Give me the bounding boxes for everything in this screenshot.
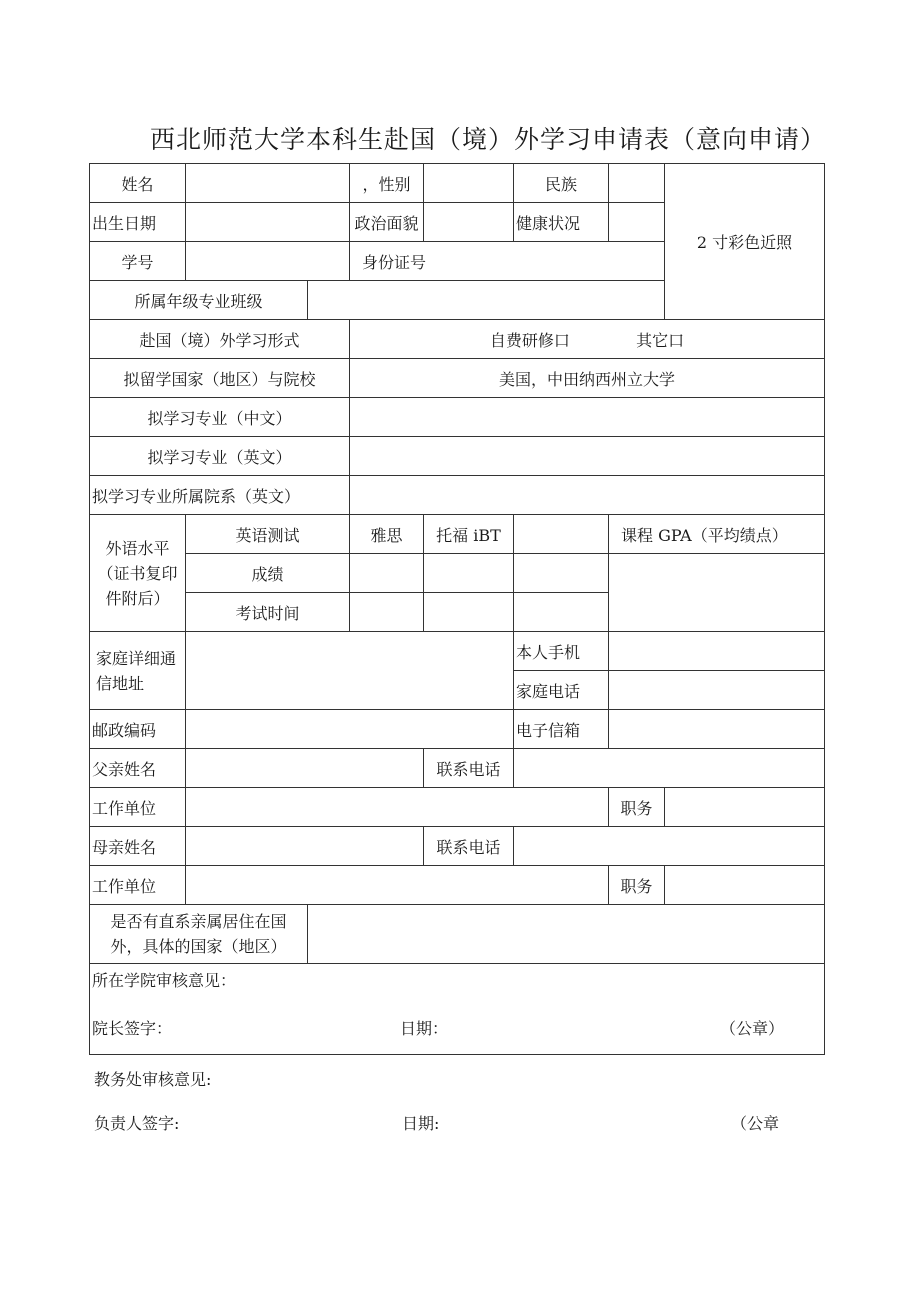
toefl-score-field[interactable]	[424, 554, 514, 593]
option-self-funded[interactable]: 自费研修口	[489, 330, 570, 350]
grade-major-field[interactable]	[308, 281, 665, 320]
postcode-field[interactable]	[186, 710, 514, 749]
health-label: 健康状况	[514, 203, 609, 242]
gpa-label: 课程 GPA（平均绩点）	[609, 515, 825, 554]
birth-label: 出生日期	[90, 203, 186, 242]
dean-sign-label: 院长签字：	[92, 1019, 173, 1038]
father-field[interactable]	[186, 749, 424, 788]
name-field[interactable]	[186, 164, 350, 203]
ielts-label: 雅思	[350, 515, 424, 554]
id-card-label: 身份证号	[350, 242, 665, 281]
address-label: 家庭详细通信地址	[90, 632, 186, 710]
mother-position-label: 职务	[609, 866, 665, 905]
academic-seal-label: （公章	[731, 1114, 780, 1133]
mother-position-field[interactable]	[665, 866, 825, 905]
dept-en-field[interactable]	[350, 476, 825, 515]
other-score-field[interactable]	[514, 554, 609, 593]
student-id-label: 学号	[90, 242, 186, 281]
father-work-field[interactable]	[186, 788, 609, 827]
destination-label: 拟留学国家（地区）与院校	[90, 359, 350, 398]
toefl-time-field[interactable]	[424, 593, 514, 632]
page-title: 西北师范大学本科生赴国（境）外学习申请表（意向申请）	[150, 125, 827, 154]
dept-en-label: 拟学习专业所属院系（英文）	[90, 476, 350, 515]
mobile-label: 本人手机	[514, 632, 609, 671]
college-date-label: 日期：	[400, 1019, 449, 1038]
student-id-field[interactable]	[186, 242, 350, 281]
father-work-label: 工作单位	[90, 788, 186, 827]
father-position-field[interactable]	[665, 788, 825, 827]
ielts-score-field[interactable]	[350, 554, 424, 593]
relatives-field[interactable]	[308, 905, 825, 964]
photo-box: 2 寸彩色近照	[665, 164, 825, 320]
college-review-label: 所在学院审核意见：	[92, 971, 237, 990]
ethnicity-label: 民族	[514, 164, 609, 203]
study-form-options	[350, 320, 825, 359]
major-cn-field[interactable]	[350, 398, 825, 437]
gender-label: ，性别	[350, 164, 424, 203]
political-label: 政治面貌	[350, 203, 424, 242]
mother-work-field[interactable]	[186, 866, 609, 905]
exam-time-label: 考试时间	[186, 593, 350, 632]
postcode-label: 邮政编码	[90, 710, 186, 749]
lang-level-label: 外语水平（证书复印件附后）	[90, 515, 186, 632]
name-label: 姓名	[90, 164, 186, 203]
father-label: 父亲姓名	[90, 749, 186, 788]
destination-value[interactable]: 美国，中田纳西州立大学	[350, 359, 825, 398]
ethnicity-field[interactable]	[609, 164, 665, 203]
major-en-label: 拟学习专业（英文）	[90, 437, 350, 476]
mother-work-label: 工作单位	[90, 866, 186, 905]
father-position-label: 职务	[609, 788, 665, 827]
responsible-sign-label: 负责人签字:	[94, 1114, 180, 1133]
college-seal-label: （公章）	[720, 1019, 785, 1038]
toefl-label: 托福 iBT	[424, 515, 514, 554]
academic-review-label: 教务处审核意见:	[94, 1070, 212, 1089]
birth-field[interactable]	[186, 203, 350, 242]
mother-label: 母亲姓名	[90, 827, 186, 866]
mother-phone-field[interactable]	[514, 827, 825, 866]
father-phone-label: 联系电话	[424, 749, 514, 788]
address-field[interactable]	[186, 632, 514, 710]
mother-phone-label: 联系电话	[424, 827, 514, 866]
other-time-field[interactable]	[514, 593, 609, 632]
score-label: 成绩	[186, 554, 350, 593]
home-phone-field[interactable]	[609, 671, 825, 710]
father-phone-field[interactable]	[514, 749, 825, 788]
major-en-field[interactable]	[350, 437, 825, 476]
mother-field[interactable]	[186, 827, 424, 866]
gpa-field[interactable]	[609, 554, 825, 632]
email-field[interactable]	[609, 710, 825, 749]
political-field[interactable]	[424, 203, 514, 242]
academic-date-label: 日期:	[402, 1114, 440, 1133]
other-test-field[interactable]	[514, 515, 609, 554]
home-phone-label: 家庭电话	[514, 671, 609, 710]
ielts-time-field[interactable]	[350, 593, 424, 632]
application-form	[89, 163, 825, 1055]
mobile-field[interactable]	[609, 632, 825, 671]
health-field[interactable]	[609, 203, 665, 242]
study-form-label: 赴国（境）外学习形式	[90, 320, 350, 359]
grade-major-label: 所属年级专业班级	[90, 281, 308, 320]
email-label: 电子信箱	[514, 710, 609, 749]
major-cn-label: 拟学习专业（中文）	[90, 398, 350, 437]
gender-field[interactable]	[424, 164, 514, 203]
college-review-box[interactable]	[90, 964, 825, 1055]
option-other[interactable]: 其它口	[636, 330, 685, 350]
eng-test-label: 英语测试	[186, 515, 350, 554]
relatives-label: 是否有直系亲属居住在国外，具体的国家（地区）	[90, 905, 308, 964]
